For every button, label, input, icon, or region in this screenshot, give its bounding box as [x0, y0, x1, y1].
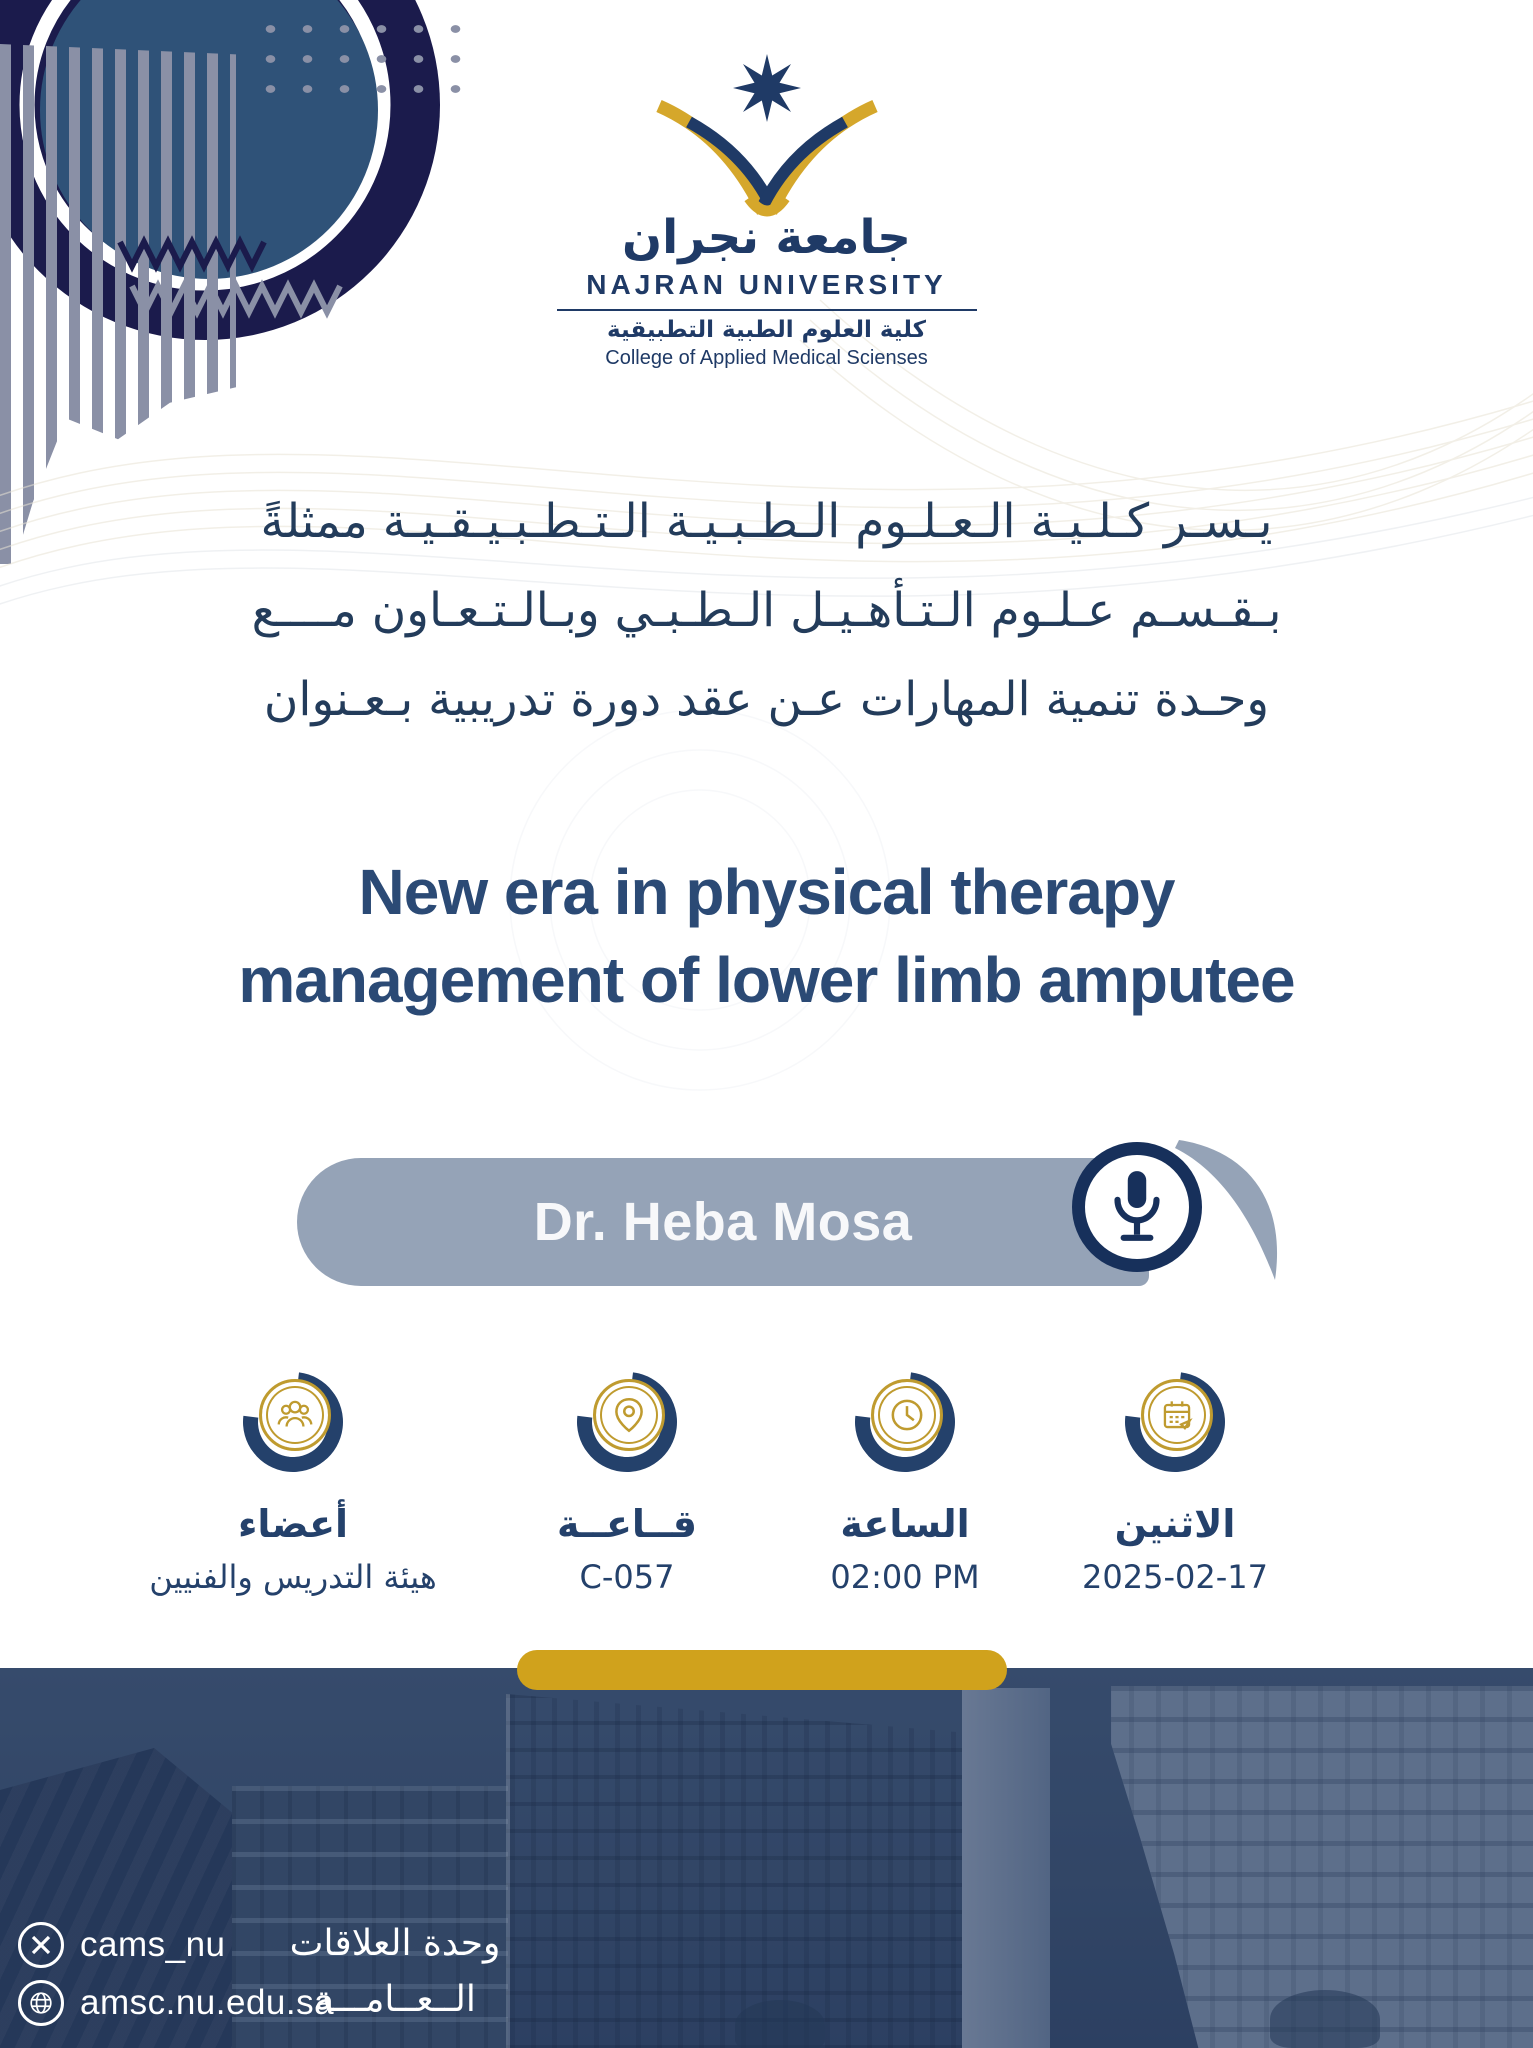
website-row [18, 1978, 334, 2028]
x-twitter-icon [18, 1922, 64, 1968]
twitter-handle: cams_nu [80, 1925, 226, 1964]
detail-label: الاثنين [1114, 1502, 1236, 1546]
speaker-name-bar [297, 1158, 1149, 1286]
location-pin-icon [593, 1379, 665, 1451]
detail-value: 02:00 PM [830, 1558, 980, 1596]
logo-emblem-icon [647, 50, 887, 220]
detail-label: الساعة [840, 1502, 970, 1546]
detail-value: هيئة التدريس والفنيين [149, 1558, 437, 1596]
globe-icon [18, 1980, 64, 2026]
college-name-english: College of Applied Medical Scienses [605, 347, 928, 369]
university-name-arabic: جامعة نجران [622, 210, 911, 265]
calendar-icon [1141, 1379, 1213, 1451]
logo-divider [557, 309, 977, 311]
twitter-row [18, 1920, 334, 1970]
divider-bar [517, 1650, 1007, 1690]
intro-line-1: يـسـر كـلـيـة الـعـلـوم الـطـبـيـة الـتـطـبـيـقـيـة ممثلةً [260, 494, 1273, 549]
footer [0, 1668, 1533, 2048]
intro-text [0, 494, 1533, 765]
college-name-arabic: كلية العلوم الطبية التطبيقية [607, 317, 926, 343]
detail-value: C-057 [579, 1558, 675, 1596]
clock-icon [871, 1379, 943, 1451]
website-url: amsc.nu.edu.sa [80, 1983, 335, 2022]
speaker-name: Dr. Heba Mosa [533, 1192, 913, 1252]
detail-item-date [1020, 1372, 1330, 1596]
speaker-banner [297, 1140, 1307, 1290]
microphone-icon [1072, 1142, 1202, 1272]
intro-line-2: بـقـسـم عـلـوم الـتـأهـيـل الـطـبـي وبـالـتـعـاون مــــع [251, 583, 1282, 638]
event-details [0, 1372, 1533, 1632]
course-title-line-1: New era in physical therapy [358, 856, 1175, 928]
unit-line-1: وحدة العلاقات [289, 1923, 501, 1964]
public-relations-unit [288, 1918, 502, 2030]
intro-line-3: وحـدة تنمية المهارات عـن عقد دورة تدريبية بـعـنوان [263, 672, 1270, 727]
people-icon [259, 1379, 331, 1451]
unit-line-2: الــعــامـــة [314, 1979, 476, 2020]
detail-label: قــاعــة [556, 1502, 698, 1546]
detail-label: أعضاء [237, 1502, 349, 1546]
university-logo [0, 50, 1533, 370]
course-title-line-2: management of lower limb amputee [238, 944, 1295, 1016]
university-name-english: NAJRAN UNIVERSITY [586, 269, 947, 300]
contact-block [18, 1920, 334, 2036]
detail-item-room [472, 1372, 782, 1596]
detail-item-members [138, 1372, 448, 1596]
detail-value: 2025-02-17 [1082, 1558, 1268, 1596]
detail-item-time [750, 1372, 1060, 1596]
course-title [0, 848, 1533, 1024]
